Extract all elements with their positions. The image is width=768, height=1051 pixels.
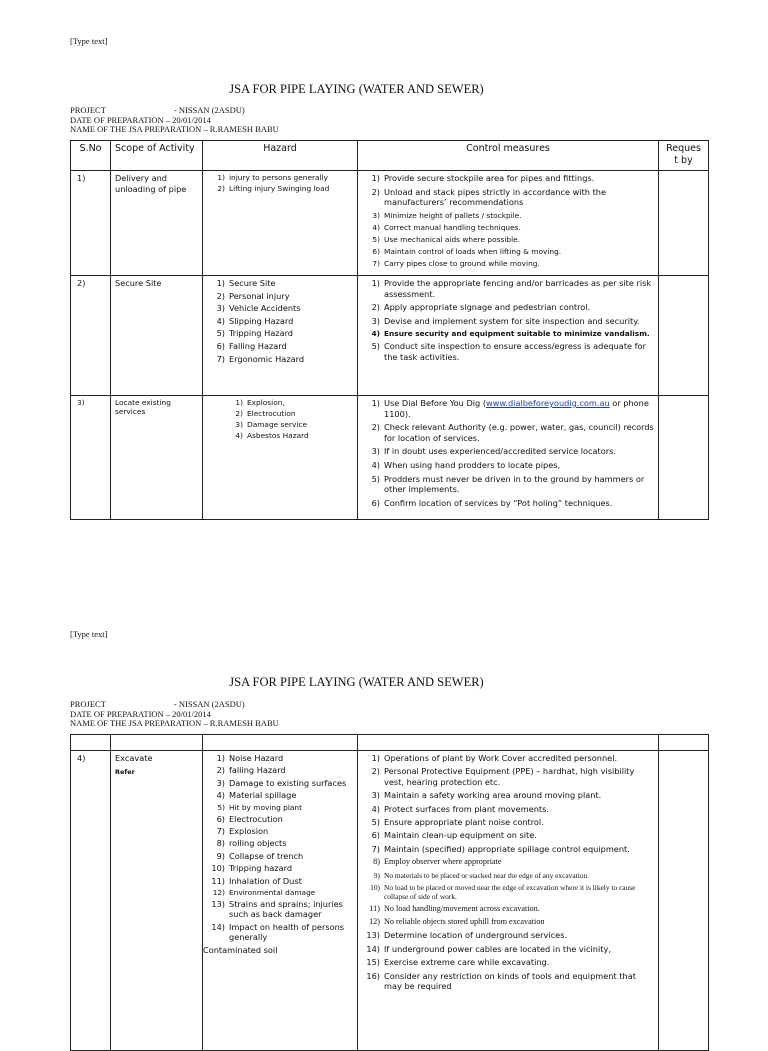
hazard-item: 4) Asbestos Hazard — [235, 431, 309, 440]
header-cell-empty — [203, 735, 358, 751]
hazard-item: 1) Secure Site — [216, 278, 276, 288]
control-item: 3) Maintain a safety working area around moving plant. — [371, 790, 602, 801]
hazard-item: 4) Material spillage — [216, 790, 297, 801]
control-item: 4) Correct manual handling techniques. — [372, 222, 521, 232]
header-cell-empty — [111, 735, 203, 751]
row-requested-by — [659, 751, 709, 1051]
dial-before-you-dig-link[interactable]: www.dialbeforeyoudig.com.au — [486, 398, 610, 408]
table-header-row — [71, 735, 709, 751]
control-item: 3) Minimize height of pallets / stockpile. — [372, 210, 522, 220]
jsa-table-2 — [70, 734, 709, 1051]
control-item: 6) Maintain clean-up equipment on site. — [371, 830, 537, 841]
hazard-item: 2) Lifting injury Swinging load — [217, 184, 330, 193]
control-item: 6) Confirm location of services by “Pot holing” techniques. — [371, 497, 613, 508]
control-item: 4) Protect surfaces from plant movements. — [371, 803, 549, 814]
project-label: PROJECT — [70, 699, 106, 709]
row-sno: 4) — [71, 751, 111, 1051]
row-controls — [358, 751, 659, 1051]
hazard-item: 3) Vehicle Accidents — [216, 303, 301, 314]
hazard-item: 8) rolling objects — [216, 838, 287, 849]
document-title: JSA FOR PIPE LAYING (WATER AND SEWER) — [229, 675, 484, 689]
hazard-item: 3) Damage service — [235, 420, 308, 429]
header-cell-empty — [659, 735, 709, 751]
control-item: 4) When using hand prodders to locate pipes, — [371, 459, 561, 470]
project-value: - NISSAN (2ASDU) — [173, 105, 245, 115]
hazard-item: 6) Falling Hazard — [216, 340, 287, 351]
document-title: JSA FOR PIPE LAYING (WATER AND SEWER) — [229, 82, 484, 96]
control-item: 10) No load to be placed or moved near the edge of excavation where it is likely to cause collapse of side of work. — [370, 882, 636, 901]
table-row — [71, 276, 709, 396]
row-hazards — [203, 396, 358, 520]
hazard-extra: Contaminated soil — [203, 944, 278, 955]
row-controls — [358, 396, 659, 520]
hazard-item: 5) Hit by moving plant — [217, 802, 303, 812]
row-controls — [358, 276, 659, 396]
preparer-line: NAME OF THE JSA PREPARATION – R.RAMESH BABU — [70, 124, 279, 135]
control-item: 2) Check relevant Authority (e.g. power, water, gas, council) records for location of services. — [371, 422, 654, 443]
control-item: 2) Personal Protective Equipment (PPE) – hardhat, high visibility vest, hearing protection etc. — [371, 766, 635, 787]
control-item: 5) Prodders must never be driven in to the ground by hammers or other implements. — [371, 473, 645, 495]
header-cell-empty — [71, 735, 111, 751]
table-row — [71, 171, 709, 276]
row-scope-label: Excavate — [115, 753, 153, 763]
header-sno: S.No — [71, 141, 111, 171]
control-item: 1) Provide the appropriate fencing and/or barricades as per site risk assessment. — [371, 278, 652, 299]
control-item: 5) Ensure appropriate plant noise control. — [371, 817, 544, 828]
row-requested-by — [659, 171, 709, 276]
hazard-item: 1) Explosion, — [235, 398, 285, 407]
control-item: 2) Apply appropriate signage and pedestrian control. — [371, 302, 591, 313]
row-sno: 3) — [71, 396, 111, 520]
hazard-item: 7) Explosion — [216, 826, 269, 837]
control-item: 1) Use Dial Before You Dig (www.dialbeforeyoudig.com.au or phone 1100). — [371, 398, 649, 419]
control-item: 11) No load handling/movement across excavation. — [369, 903, 540, 913]
date-line: DATE OF PREPARATION – 20/01/2014 — [70, 114, 211, 125]
hazard-item: 13) Strains and sprains; injuries such as back damager — [211, 899, 343, 920]
control-item: 3) Devise and implement system for site inspection and security. — [371, 315, 640, 326]
header-control-measures: Control measures — [358, 141, 659, 171]
header-scope: Scope of Activity — [111, 141, 203, 171]
hazard-item: 12) Environmental damage — [212, 888, 316, 898]
row-requested-by — [659, 276, 709, 396]
control-item: 9) No materials to be placed or stacked near the edge of any excavation. — [373, 870, 589, 880]
project-value: - NISSAN (2ASDU) — [173, 699, 245, 709]
control-item: 3) If in doubt uses experienced/accredited service locators. — [371, 446, 617, 457]
hazard-item: 1) Noise Hazard — [216, 753, 284, 763]
control-item: 5) Use mechanical aids where possible. — [372, 234, 521, 244]
row-scope: Secure Site — [111, 276, 203, 396]
hazard-item: 3) Damage to existing surfaces — [216, 777, 347, 788]
hazard-item: 2) Electrocution — [235, 409, 296, 418]
hazard-item: 9) Collapse of trench — [216, 850, 304, 861]
date-line: DATE OF PREPARATION – 20/01/2014 — [70, 708, 211, 719]
hazard-item: 11) Inhalation of Dust — [211, 875, 302, 886]
document-meta — [70, 106, 279, 135]
control-item: 7) Carry pipes close to ground while moving. — [372, 258, 540, 268]
header-placeholder-text: [Type text] — [70, 36, 108, 46]
table-row — [71, 396, 709, 520]
header-placeholder-text: [Type text] — [70, 629, 108, 639]
control-item: 1) Operations of plant by Work Cover accredited personnel. — [371, 753, 618, 763]
hazard-item: 2) Personal injury — [216, 290, 290, 301]
hazard-item: 7) Ergonomic Hazard — [216, 353, 305, 364]
control-item: 14) If underground power cables are located in the vicinity, — [366, 943, 611, 954]
row-hazards — [203, 171, 358, 276]
hazard-item: 1) injury to persons generally — [217, 173, 329, 182]
header-cell-empty — [358, 735, 659, 751]
row-controls — [358, 171, 659, 276]
control-item: 5) Conduct site inspection to ensure access/egress is adequate for the task activities. — [371, 341, 646, 362]
table-row — [71, 751, 709, 1051]
control-item: 15) Exercise extreme care while excavating. — [366, 957, 550, 968]
table-header-row — [71, 141, 709, 171]
jsa-table-1 — [70, 140, 709, 520]
hazard-item: 5) Tripping Hazard — [216, 328, 294, 339]
control-item: 13) Determine location of underground services. — [366, 930, 568, 941]
control-item: 8) Employ observer where appropriate — [373, 857, 502, 867]
row-scope — [111, 751, 203, 1051]
control-item: 2) Unload and stack pipes strictly in accordance with the manufacturers’ recommendations — [371, 186, 607, 208]
row-hazards — [203, 751, 358, 1051]
control-item: 16) Consider any restriction on kinds of tools and equipment that may be required — [366, 970, 636, 992]
header-hazard: Hazard — [203, 141, 358, 171]
hazard-item: 14) Impact on health of persons generally — [211, 921, 345, 943]
control-item: 6) Maintain control of loads when lifting & moving. — [372, 246, 562, 256]
control-item: 4) Ensure security and equipment suitable to minimize vandalism. — [371, 329, 650, 339]
hazard-item: 6) Electrocution — [216, 813, 283, 824]
document-meta — [70, 700, 279, 729]
header-requested-by: Reques t by — [659, 141, 709, 171]
project-label: PROJECT — [70, 105, 106, 115]
control-item: 12) No reliable objects stored uphill from excavation — [369, 917, 545, 927]
preparer-line: NAME OF THE JSA PREPARATION – R.RAMESH BABU — [70, 718, 279, 729]
row-requested-by — [659, 396, 709, 520]
hazard-item: 4) Slipping Hazard — [216, 315, 294, 326]
row-scope-note: Refer — [115, 767, 135, 776]
control-item: 7) Maintain (specified) appropriate spillage control equipment. — [371, 843, 630, 854]
control-item: 1) Provide secure stockpile area for pipes and fittings. — [371, 173, 595, 183]
row-scope: Delivery and unloading of pipe — [111, 171, 203, 276]
row-hazards — [203, 276, 358, 396]
hazard-item: 2) falling Hazard — [216, 765, 286, 776]
row-sno: 2) — [71, 276, 111, 396]
hazard-item: 10) Tripping hazard — [211, 863, 293, 874]
row-scope: Locate existing services — [111, 396, 203, 520]
row-sno: 1) — [71, 171, 111, 276]
